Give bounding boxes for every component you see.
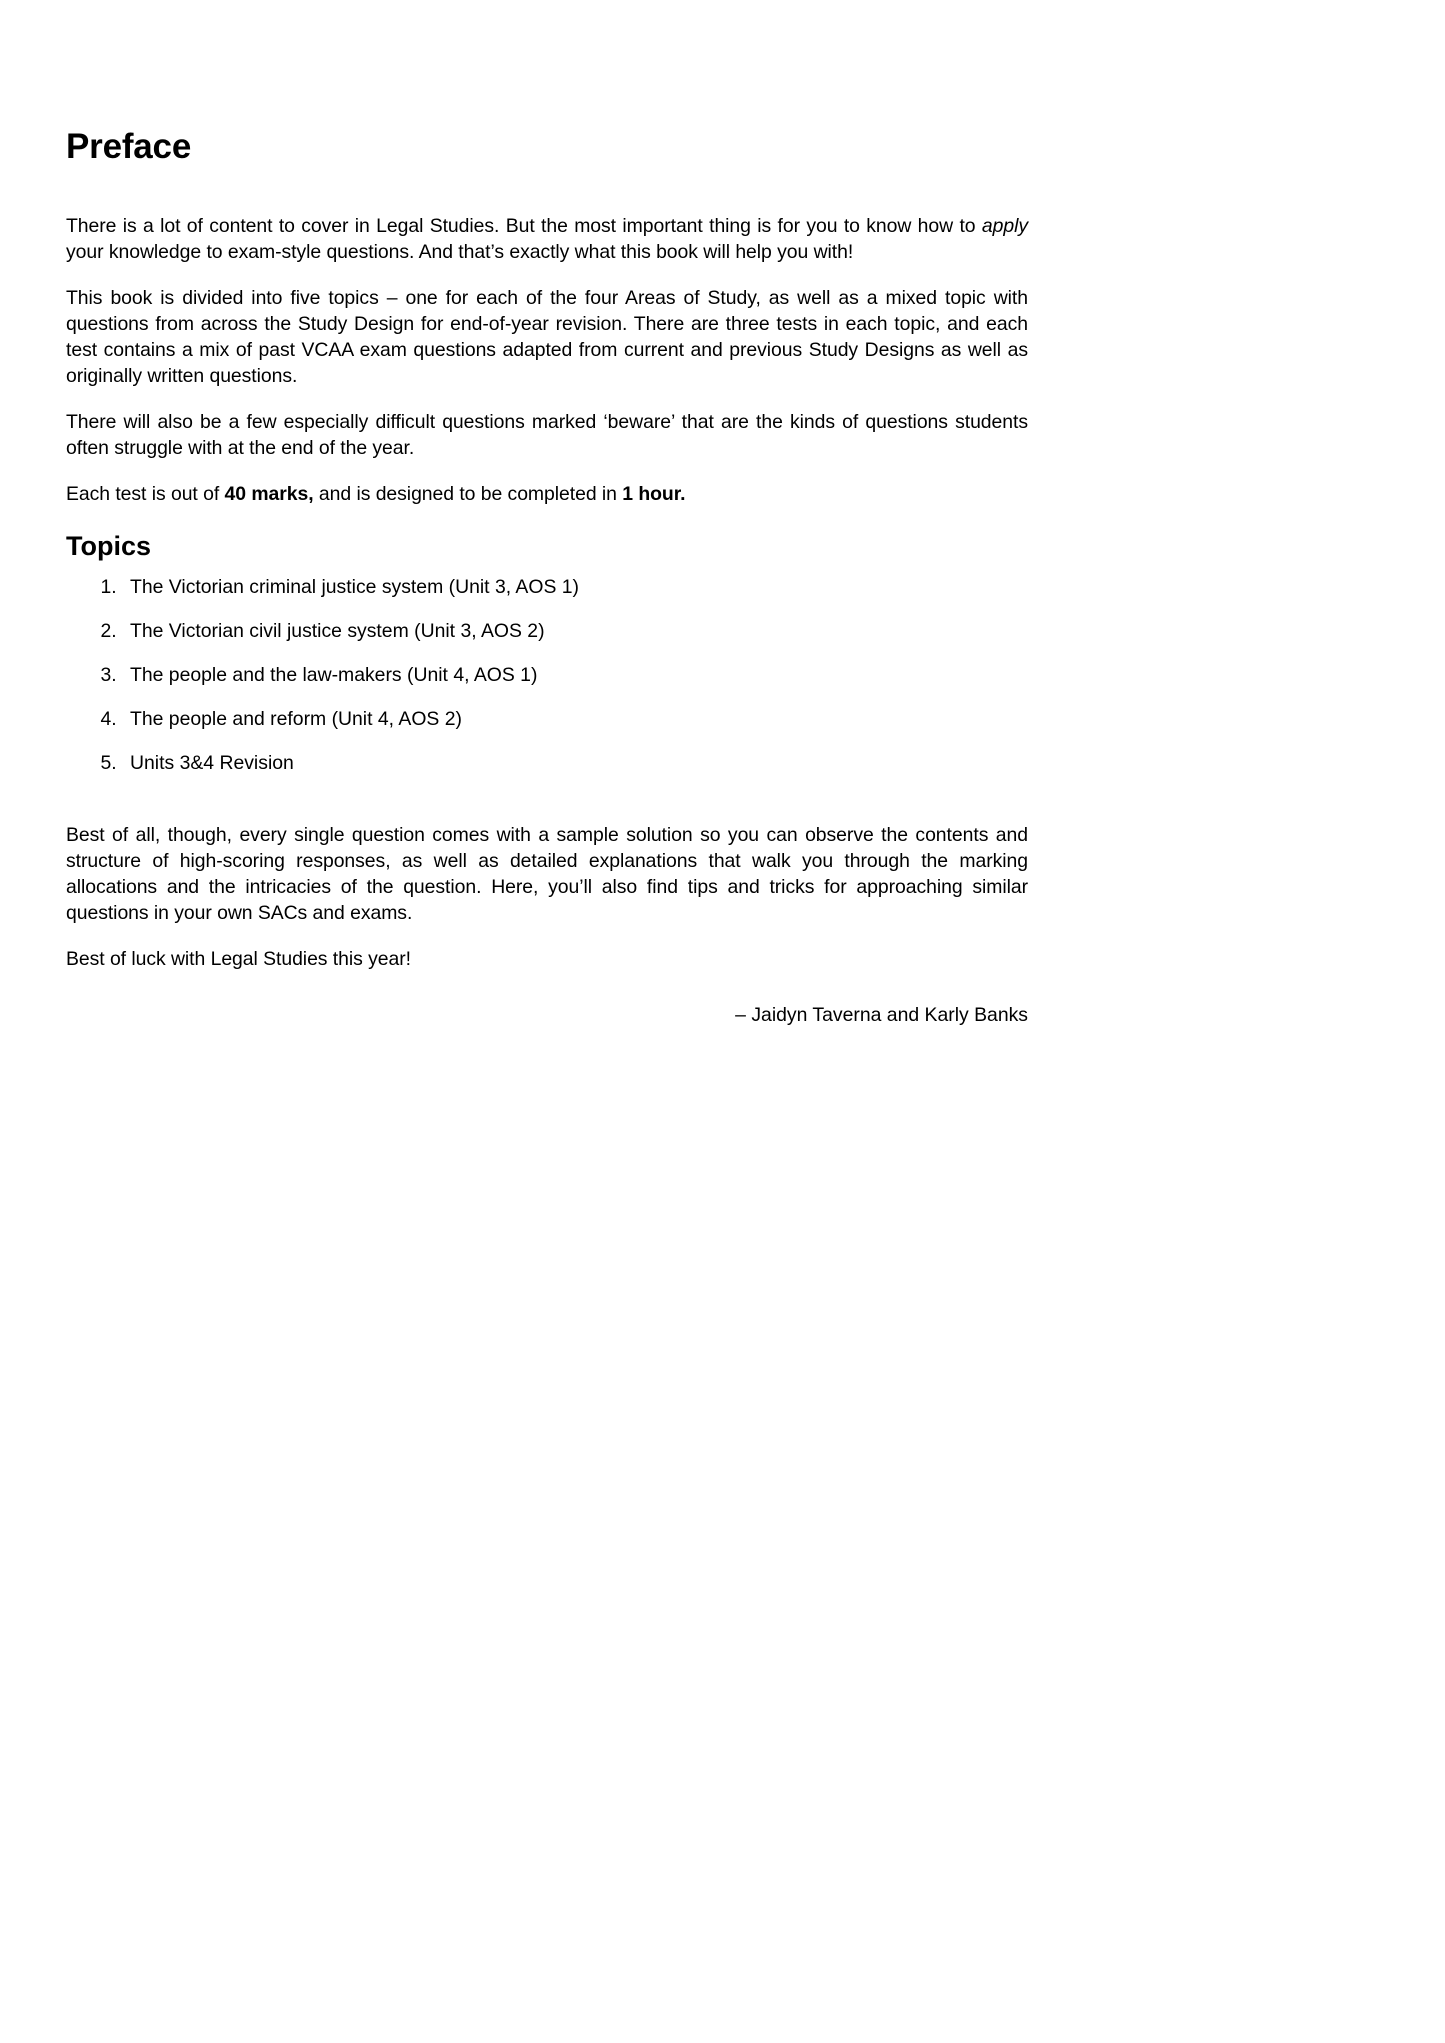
author-signature: – Jaidyn Taverna and Karly Banks [735, 1003, 1028, 1026]
list-item: 5. Units 3&4 Revision [122, 750, 1028, 776]
list-item: 3. The people and the law-makers (Unit 4, AOS 1) [122, 662, 1028, 688]
solutions-paragraph: Best of all, though, every single question comes with a sample solution so you can observe the contents and structure of high-scoring responses, as well as detailed explanations that walk you through the marking allocations and the intricacies of the question. Here, you’ll also find tips and tricks for approaching similar questions in your own SACs and exams. [66, 823, 1028, 924]
list-item: 2. The Victorian civil justice system (Unit 3, AOS 2) [122, 618, 1028, 644]
duration-value: 1 hour. [622, 482, 686, 505]
list-item: 1. The Victorian criminal justice system (Unit 3, AOS 1) [122, 574, 1028, 600]
marks-text-part-2: and is designed to be completed in [313, 482, 623, 505]
marks-paragraph [66, 481, 1028, 507]
list-item: 4. The people and reform (Unit 4, AOS 2) [122, 706, 1028, 732]
section-spacer [66, 794, 1028, 822]
closing-paragraph: Best of luck with Legal Studies this year! [66, 947, 411, 970]
structure-paragraph: This book is divided into five topics – one for each of the four Areas of Study, as well as a mixed topic with questions from across the Study Design for end-of-year revision. There are three tests in each topic, and each test contains a mix of past VCAA exam questions adapted from current and previous Study Designs as well as originally written questions. [66, 286, 1028, 387]
beware-paragraph: There will also be a few especially difficult questions marked ‘beware’ that are the kinds of questions students often struggle with at the end of the year. [66, 410, 1028, 459]
topics-list [66, 574, 1028, 776]
topics-heading: Topics [66, 530, 152, 561]
intro-text-part-1: There is a lot of content to cover in Legal Studies. But the most important thing is for you to know how to [66, 214, 982, 237]
intro-paragraph [66, 213, 1028, 265]
intro-text-part-2: your knowledge to exam-style questions. And that’s exactly what this book will help you with! [66, 240, 854, 263]
intro-emphasis: apply [981, 214, 1028, 237]
page-title: Preface [66, 127, 192, 166]
marks-value: 40 marks, [224, 482, 314, 505]
marks-text-part-1: Each test is out of [66, 482, 225, 505]
page-content [66, 128, 1028, 1028]
